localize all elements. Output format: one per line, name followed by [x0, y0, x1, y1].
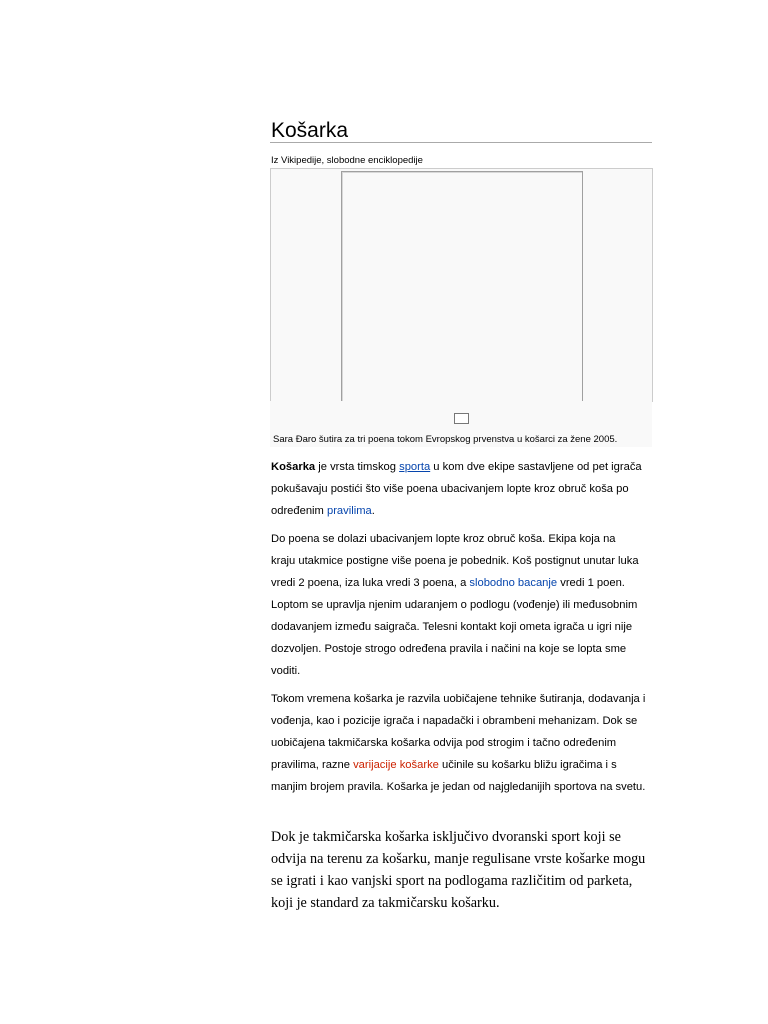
text-span: u kom dve ekipe sastavljene od pet igrača pokušavaju postići što više poena ubacivanjem lopte kroz obruč koša po određenim — [271, 461, 642, 517]
paragraph-rules — [271, 528, 641, 682]
page-title: Košarka — [271, 119, 349, 142]
text-span: vredi 1 poen. Loptom se upravlja njenim udaranjem o podlogu (vođenje) ili međusobnim dodavanjem između saigrača. Telesni kontakt koji ometa igrača u igri nije dozvoljen. Postoje strogo određena pravila i načini na koje se lopta sme voditi. — [271, 577, 638, 677]
tagline: Iz Vikipedije, slobodne enciklopedije — [271, 155, 423, 166]
figure-caption-box — [270, 401, 652, 447]
figure-image[interactable] — [341, 171, 583, 402]
paragraph-indoor-outdoor — [271, 826, 651, 914]
figure-image-frame — [270, 168, 653, 402]
link-slobodno-bacanje[interactable]: slobodno bacanje — [469, 577, 558, 589]
text-span: je vrsta timskog — [315, 461, 400, 473]
link-varijacije-kosarke[interactable]: varijacije košarke — [353, 759, 439, 771]
text-span: . — [371, 505, 375, 517]
text-span: učinile su košarku bližu igračima i s manjim brojem pravila. Košarka je jedan od najgledanijih sportova na svetu. — [271, 759, 646, 793]
text-span: Do poena se dolazi ubacivanjem lopte kroz obruč koša. Ekipa koja na kraju utakmice postigne više poena je pobednik. Koš postignut unutar luka vredi 2 poena, iza luka vredi 3 poena, a — [271, 533, 639, 589]
figure-caption: Sara Đaro šutira za tri poena tokom Evropskog prvenstva u košarci za žene 2005. — [273, 434, 618, 445]
link-sporta[interactable]: sporta — [399, 461, 431, 473]
link-pravilima[interactable]: pravilima — [326, 505, 372, 517]
term-bold: Košarka — [271, 461, 316, 473]
text-span: Dok je takmičarska košarka isključivo dvoranski sport koji se odvija na terenu za košarku, manje regulisane vrste košarke mogu se igrati i kao vanjski sport na podlogama različitim od parketa, koji je standard za takmičarsku košarku. — [271, 829, 646, 911]
paragraph-techniques — [271, 688, 655, 798]
enlarge-icon[interactable] — [454, 413, 469, 424]
paragraph-intro — [271, 456, 655, 522]
title-divider — [270, 142, 652, 143]
text-span: Tokom vremena košarka je razvila uobičajene tehnike šutiranja, dodavanja i vođenja, kao i pozicije igrača i napadački i obrambeni mehanizam. Dok se uobičajena takmičarska košarka odvija pod strogim i tačno određenim pravilima, razne — [271, 693, 646, 771]
